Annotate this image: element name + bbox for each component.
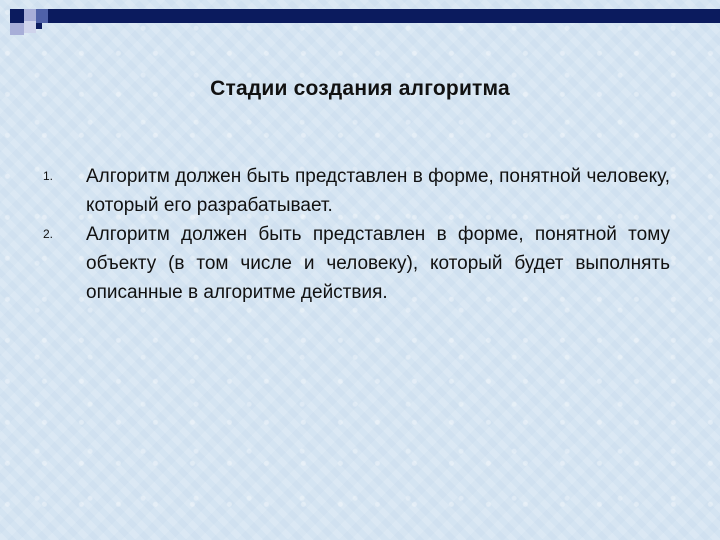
- decor-square: [24, 21, 36, 33]
- corner-decoration: [0, 0, 720, 40]
- stage-list: [40, 162, 670, 307]
- decor-square: [36, 23, 42, 29]
- list-text: Алгоритм должен быть представлен в форме, понятной тому объекту (в том числе и человеку), который будет выполнять описанные в алгоритме действия.: [86, 224, 670, 303]
- list-number: 2.: [43, 227, 54, 241]
- decor-square: [36, 9, 48, 23]
- list-text: Алгоритм должен быть представлен в форме, понятной человеку, который его разрабатывает.: [86, 166, 670, 216]
- list-number: 1.: [43, 169, 54, 183]
- list-item: [40, 220, 670, 307]
- decor-square: [24, 9, 36, 21]
- decor-square: [10, 23, 24, 35]
- slide-title: Стадии создания алгоритма: [210, 77, 510, 100]
- decor-square: [10, 9, 24, 23]
- decor-strip: [48, 9, 720, 23]
- list-item: [40, 162, 670, 220]
